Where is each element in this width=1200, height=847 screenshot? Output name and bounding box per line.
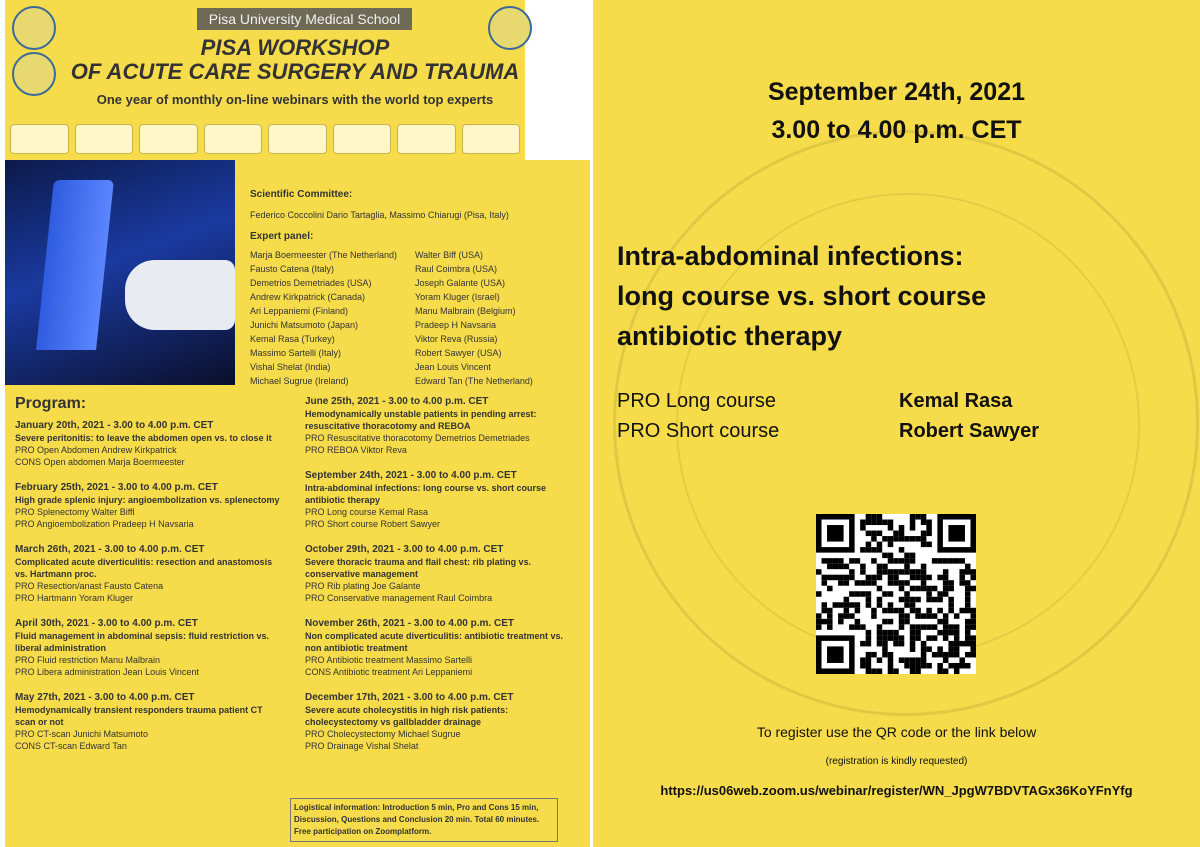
sponsor-logo-icon — [75, 124, 134, 154]
flyer-school-name: Pisa University Medical School — [197, 8, 412, 30]
sponsor-logo-icon — [333, 124, 392, 154]
expert-panel-list — [250, 248, 570, 388]
event-topic — [617, 236, 1177, 356]
leaning-tower-photo — [5, 160, 235, 385]
register-link[interactable]: https://us06web.zoom.us/webinar/register/WN_JpgW7BDVTAGx36KoYFnYfg — [660, 783, 1133, 798]
session-topic: Severe acute cholecystitis in high risk patients: cholecystectomy vs gallbladder drainage — [305, 705, 509, 727]
expert-name: Junichi Matsumoto (Japan) — [250, 320, 359, 330]
session-date: June 25th, 2021 - 3.00 to 4.00 p.m. CET — [305, 396, 489, 407]
expert-name: Fausto Catena (Italy) — [250, 264, 335, 274]
session-speaker-line: PRO Hartmann Yoram Kluger — [15, 593, 134, 603]
tower-shape — [36, 180, 114, 350]
session-speaker-line: PRO Open Abdomen Andrew Kirkpatrick — [15, 445, 177, 455]
program-session — [305, 692, 575, 752]
session-date: November 26th, 2021 - 3.00 to 4.00 p.m. CET — [305, 618, 514, 629]
session-date: May 27th, 2021 - 3.00 to 4.00 p.m. CET — [15, 692, 195, 703]
expert-name: Edward Tan (The Netherland) — [415, 376, 533, 386]
event-time: 3.00 to 4.00 p.m. CET — [771, 116, 1022, 144]
expert-name: Demetrios Demetriades (USA) — [250, 278, 372, 288]
session-speaker-line: PRO Short course Robert Sawyer — [305, 519, 441, 529]
expert-name: Kemal Rasa (Turkey) — [250, 334, 335, 344]
committee-heading: Scientific Committee: — [250, 189, 353, 200]
session-speaker-line: PRO Conservative management Raul Coimbra — [305, 593, 493, 603]
program-session — [305, 618, 575, 678]
session-topic: Severe thoracic trauma and flail chest: rib plating vs. conservative management — [305, 557, 532, 579]
program-session — [305, 470, 575, 530]
qr-code-icon[interactable] — [816, 514, 976, 674]
flyer-panel — [0, 0, 593, 847]
flyer-subtitle: One year of monthly on-line webinars with the world top experts — [96, 92, 494, 107]
session-date: January 20th, 2021 - 3.00 to 4.00 p.m. CET — [15, 420, 214, 431]
committee-block — [250, 188, 570, 388]
sponsor-logo-icon — [268, 124, 327, 154]
session-topic: Complicated acute diverticulitis: resection and anastomosis vs. Hartmann proc. — [15, 557, 273, 579]
qr-code-graphic — [816, 514, 976, 674]
program-session — [15, 482, 285, 530]
event-panel — [593, 0, 1200, 847]
session-date: April 30th, 2021 - 3.00 to 4.00 p.m. CET — [15, 618, 198, 629]
program-session — [15, 544, 285, 604]
expert-name: Yoram Kluger (Israel) — [415, 292, 500, 302]
speaker-role: PRO Short course — [617, 420, 780, 442]
session-speaker-line: PRO Long course Kemal Rasa — [305, 507, 429, 517]
session-speaker-line: PRO Angioembolization Pradeep H Navsaria — [15, 519, 194, 529]
session-speaker-line: CONS Antibiotic treatment Ari Leppaniemi — [305, 667, 473, 677]
event-date: September 24th, 2021 — [767, 78, 1026, 106]
surgeon-glove-shape — [125, 260, 235, 330]
session-speaker-line: PRO Libera administration Jean Louis Vincent — [15, 667, 199, 677]
expert-name: Marja Boermeester (The Netherland) — [250, 250, 398, 260]
session-date: March 26th, 2021 - 3.00 to 4.00 p.m. CET — [15, 544, 205, 555]
session-speaker-line: PRO Fluid restriction Manu Malbrain — [15, 655, 161, 665]
expert-name: Viktor Reva (Russia) — [415, 334, 498, 344]
committee-members: Federico Coccolini Dario Tartaglia, Massimo Chiarugi (Pisa, Italy) — [250, 210, 509, 220]
event-topic-line1: Intra-abdominal infections: — [617, 241, 964, 271]
session-date: September 24th, 2021 - 3.00 to 4.00 p.m. CET — [305, 470, 517, 481]
society-logo-icon — [12, 52, 56, 96]
session-topic: Non complicated acute diverticulitis: antibiotic treatment vs. non antibiotic treatment — [305, 631, 564, 653]
session-speaker-line: PRO Resuscitative thoracotomy Demetrios Demetriades — [305, 433, 530, 443]
session-date: October 29th, 2021 - 3.00 to 4.00 p.m. CET — [305, 544, 504, 555]
expert-name: Manu Malbrain (Belgium) — [415, 306, 516, 316]
session-topic: Hemodynamically transient responders trauma patient CT scan or not — [15, 705, 263, 727]
program-column-right — [305, 396, 575, 766]
expert-name: Vishal Shelat (India) — [250, 362, 331, 372]
nges-logo-icon — [12, 6, 56, 50]
session-speaker-line: CONS CT-scan Edward Tan — [15, 741, 127, 751]
session-topic: Intra-abdominal infections: long course vs. short course antibiotic therapy — [305, 483, 547, 505]
program-session — [15, 420, 285, 468]
expert-name: Joseph Galante (USA) — [415, 278, 506, 288]
program-session — [305, 544, 575, 604]
program-block — [15, 395, 575, 836]
session-topic: Severe peritonitis: to leave the abdomen open vs. to close it — [15, 433, 272, 443]
sponsor-logos — [10, 122, 520, 156]
logistics-note: Logistical information: Introduction 5 min, Pro and Cons 15 min, Discussion, Questions and Conclusion 20 min. Total 60 minutes. Free participation on Zoomplatform. — [290, 798, 558, 842]
sponsor-logo-icon — [397, 124, 456, 154]
register-instructions: To register use the QR code or the link below — [756, 724, 1037, 740]
expert-name: Michael Sugrue (Ireland) — [250, 376, 349, 386]
program-heading: Program: — [15, 395, 87, 412]
event-topic-line3: antibiotic therapy — [617, 321, 843, 351]
sponsor-logo-icon — [462, 124, 521, 154]
session-speaker-line: PRO REBOA Viktor Reva — [305, 445, 407, 455]
speaker-name: Kemal Rasa — [899, 390, 1013, 412]
session-date: February 25th, 2021 - 3.00 to 4.00 p.m. CET — [15, 482, 218, 493]
speaker-name: Robert Sawyer — [899, 420, 1040, 442]
sponsor-logo-icon — [10, 124, 69, 154]
expert-name: Massimo Sartelli (Italy) — [250, 348, 342, 358]
expert-name: Pradeep H Navsaria — [415, 320, 497, 330]
session-speaker-line: PRO Cholecystectomy Michael Sugrue — [305, 729, 461, 739]
session-speaker-line: PRO Splenectomy Walter Biffl — [15, 507, 135, 517]
flyer-title-line1: PISA WORKSHOP — [200, 35, 390, 60]
sponsor-logo-icon — [204, 124, 263, 154]
session-speaker-line: PRO Antibiotic treatment Massimo Sartelli — [305, 655, 473, 665]
session-date: December 17th, 2021 - 3.00 to 4.00 p.m. CET — [305, 692, 514, 703]
session-speaker-line: PRO Drainage Vishal Shelat — [305, 741, 419, 751]
program-session — [15, 692, 285, 752]
speaker-role: PRO Long course — [617, 390, 776, 412]
session-topic: Hemodynamically unstable patients in pending arrest: resuscitative thoracotomy and REBOA — [305, 409, 537, 431]
session-topic: High grade splenic injury: angioembolization vs. splenectomy — [15, 495, 280, 505]
event-topic-line2: long course vs. short course — [617, 281, 987, 311]
expert-name: Robert Sawyer (USA) — [415, 348, 502, 358]
flyer-title — [60, 36, 530, 84]
session-speaker-line: PRO CT-scan Junichi Matsumoto — [15, 729, 149, 739]
program-session — [15, 618, 285, 678]
session-speaker-line: CONS Open abdomen Marja Boermeester — [15, 457, 185, 467]
expert-name: Raul Coimbra (USA) — [415, 264, 498, 274]
program-session — [305, 396, 575, 456]
expert-heading: Expert panel: — [250, 231, 314, 242]
flyer-title-line2: OF ACUTE CARE SURGERY AND TRAUMA — [70, 59, 520, 84]
sponsor-logo-icon — [139, 124, 198, 154]
session-topic: Fluid management in abdominal sepsis: fluid restriction vs. liberal administration — [15, 631, 270, 653]
expert-name: Walter Biff (USA) — [415, 250, 484, 260]
program-column-left — [15, 420, 285, 766]
expert-name: Ari Leppaniemi (Finland) — [250, 306, 349, 316]
session-speaker-line: PRO Resection/anast Fausto Catena — [15, 581, 164, 591]
register-note: (registration is kindly requested) — [825, 756, 968, 767]
session-speaker-line: PRO Rib plating Joe Galante — [305, 581, 421, 591]
expert-name: Andrew Kirkpatrick (Canada) — [250, 292, 366, 302]
expert-name: Jean Louis Vincent — [415, 362, 491, 372]
